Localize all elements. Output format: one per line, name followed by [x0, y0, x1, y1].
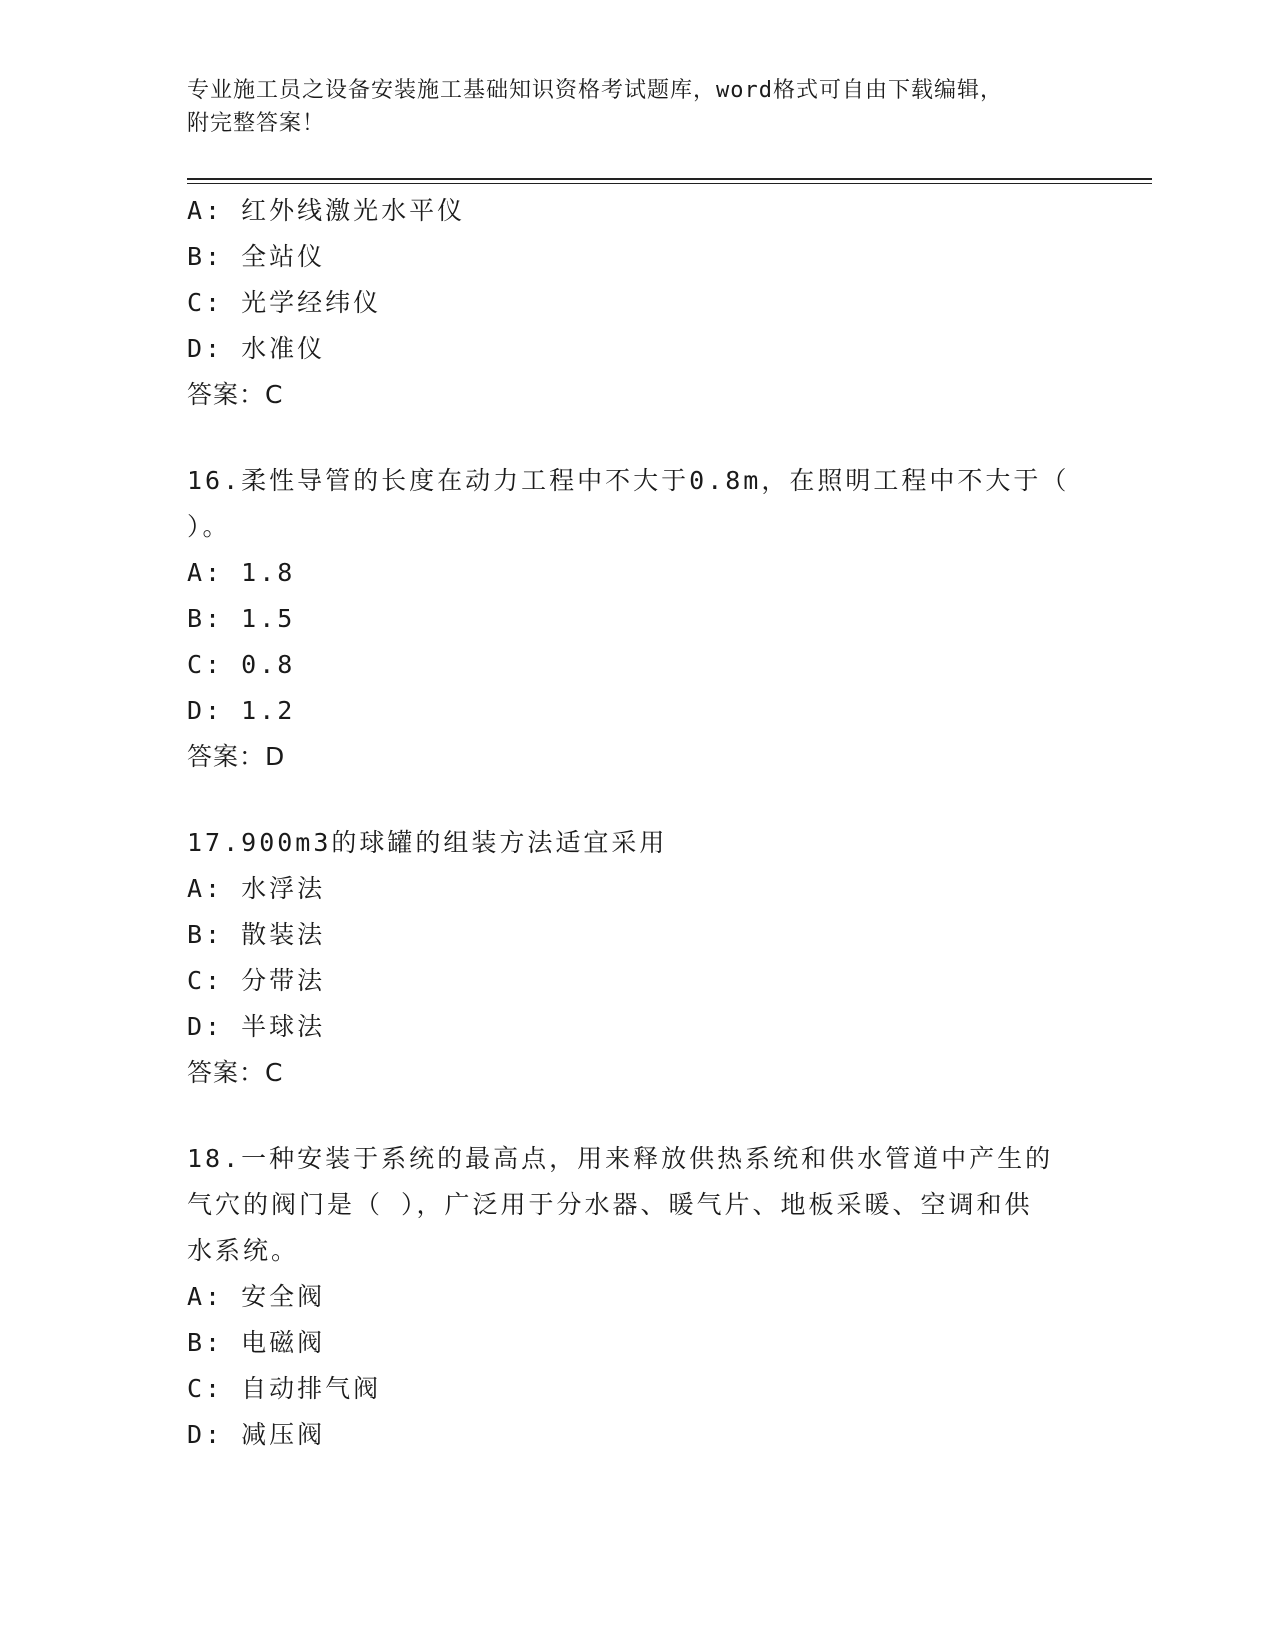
- option-a: A: 红外线激光水平仪: [187, 196, 466, 225]
- answer: 答案：D: [187, 742, 286, 771]
- option-d: D: 1.2: [187, 696, 296, 725]
- header-rule-thick: [187, 178, 1152, 180]
- option-a: A: 水浮法: [187, 874, 326, 903]
- option-d: D: 半球法: [187, 1012, 326, 1041]
- question-17: [187, 820, 1087, 1096]
- question-18: [187, 1136, 1087, 1458]
- option-b: B: 全站仪: [187, 242, 326, 271]
- question-text-line: 18.一种安装于系统的最高点，用来释放供热系统和供水管道中产生的: [187, 1144, 1054, 1173]
- option-c: C: 0.8: [187, 650, 296, 679]
- question-text-line: ）。: [187, 512, 231, 541]
- question-15: [187, 188, 1087, 418]
- question-text-line: 17.900m3的球罐的组装方法适宜采用: [187, 828, 668, 857]
- answer: 答案：C: [187, 380, 284, 409]
- option-b: B: 1.5: [187, 604, 296, 633]
- option-a: A: 1.8: [187, 558, 296, 587]
- option-c: C: 分带法: [187, 966, 326, 995]
- question-text-line: 16.柔性导管的长度在动力工程中不大于0.8m，在照明工程中不大于（: [187, 466, 1070, 495]
- header-line-1: 专业施工员之设备安装施工基础知识资格考试题库，word格式可自由下载编辑，: [187, 78, 1003, 103]
- question-list: [187, 188, 1087, 1458]
- header-rule-thin: [187, 183, 1152, 184]
- question-text-line: 气穴的阀门是（ ），广泛用于分水器、暖气片、地板采暖、空调和供: [187, 1190, 1033, 1219]
- question-text-line: 水系统。: [187, 1236, 300, 1265]
- option-b: B: 散装法: [187, 920, 326, 949]
- option-a: A: 安全阀: [187, 1282, 326, 1311]
- option-c: C: 光学经纬仪: [187, 288, 382, 317]
- option-d: D: 减压阀: [187, 1420, 326, 1449]
- question-16: [187, 458, 1087, 780]
- option-c: C: 自动排气阀: [187, 1374, 382, 1403]
- option-d: D: 水准仪: [187, 334, 326, 363]
- page-header: [187, 74, 1067, 140]
- header-line-2: 附完整答案！: [187, 111, 326, 136]
- option-b: B: 电磁阀: [187, 1328, 326, 1357]
- answer: 答案：C: [187, 1058, 284, 1087]
